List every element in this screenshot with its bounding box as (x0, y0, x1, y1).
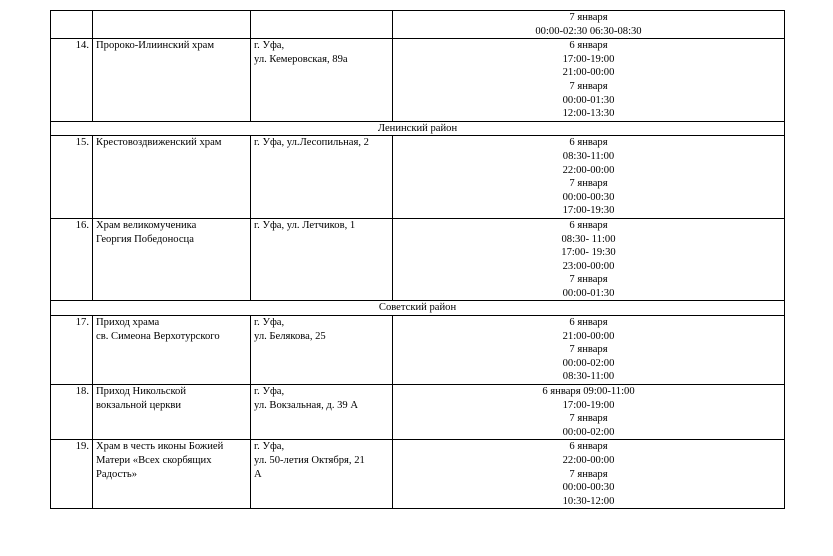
row-number: 17. (51, 316, 93, 385)
address-cell (251, 11, 393, 39)
address-cell (251, 385, 393, 440)
schedule-cell (393, 136, 785, 219)
address-line: г. Уфа, ул. Летчиков, 1 (254, 219, 356, 231)
schedule-cell (393, 218, 785, 301)
church-name-line: св. Симеона Верхотурского (96, 330, 220, 342)
schedule-cell (393, 385, 785, 440)
schedule-line: 6 января 09:00-11:00 (542, 386, 635, 398)
schedule-line: 23:00-00:00 (562, 260, 615, 272)
district-header-row (51, 301, 785, 316)
address-line: ул. Кемеровская, 89а (254, 53, 348, 65)
address-line: г. Уфа, (254, 441, 285, 453)
address-line: ул. Вокзальная, д. 39 А (254, 399, 359, 411)
row-number: 14. (51, 39, 93, 122)
church-name-line: Радость» (96, 468, 138, 480)
church-name-cell (93, 218, 251, 301)
schedule-cell (393, 39, 785, 122)
schedule-line: 12:00-13:30 (562, 108, 615, 120)
schedule-line: 7 января (569, 80, 608, 92)
schedule-line: 7 января (569, 12, 608, 23)
address-line: ул. Белякова, 25 (254, 330, 326, 342)
row-number: 19. (51, 440, 93, 509)
church-name-cell (93, 11, 251, 39)
church-name-cell (93, 316, 251, 385)
district-name: Ленинский район (51, 121, 785, 136)
schedule-line: 08:30- 11:00 (561, 233, 616, 245)
address-cell (251, 218, 393, 301)
schedule-line: 00:00-01:30 (562, 287, 615, 299)
schedule-line: 10:30-12:00 (562, 495, 615, 507)
address-cell (251, 136, 393, 219)
schedule-line: 22:00-00:00 (562, 455, 615, 466)
church-name-cell (93, 385, 251, 440)
schedule-line: 7 января (569, 178, 608, 190)
church-name-line: Храм в честь иконы Божией (96, 441, 224, 453)
schedule-line: 7 января (569, 468, 608, 480)
schedule-line: 21:00-00:00 (562, 67, 615, 79)
church-name-line: Приход Никольской (96, 386, 187, 398)
church-name-line: Пророко-Илиинский храм (96, 40, 215, 52)
schedule-cell (393, 11, 785, 39)
row-number: 16. (51, 218, 93, 301)
schedule-line: 21:00-00:00 (562, 330, 615, 342)
schedule-line: 00:00-00:30 (562, 482, 615, 494)
church-name-line: Крестовоздвиженский храм (96, 137, 222, 149)
schedule-line: 6 января (569, 317, 608, 329)
table-row (51, 440, 785, 509)
schedule-line: 17:00-19:30 (562, 205, 615, 217)
table-row (51, 218, 785, 301)
district-name: Советский район (51, 301, 785, 316)
schedule-line: 7 января (569, 413, 608, 425)
schedule-line: 00:00-02:30 06:30-08:30 (535, 25, 642, 37)
schedule-line: 00:00-01:30 (562, 94, 615, 106)
schedule-cell (393, 440, 785, 509)
schedule-line: 17:00- 19:30 (561, 247, 616, 259)
row-number: 18. (51, 385, 93, 440)
schedule-line: 08:30-11:00 (562, 150, 615, 162)
schedule-cell (393, 316, 785, 385)
church-name-line: Георгия Победоносца (96, 233, 194, 245)
schedule-table (50, 10, 785, 509)
church-name-cell (93, 440, 251, 509)
schedule-line: 7 января (569, 274, 608, 286)
church-name-line: вокзальной церкви (96, 399, 182, 411)
table-row (51, 11, 785, 39)
schedule-line: 6 января (569, 40, 608, 52)
address-line: А (254, 468, 262, 480)
table-row (51, 39, 785, 122)
address-line: ул. 50-летия Октября, 21 (254, 455, 365, 466)
row-number (51, 11, 93, 39)
table-row (51, 385, 785, 440)
schedule-line: 17:00-19:00 (562, 399, 615, 411)
address-cell (251, 316, 393, 385)
schedule-line: 00:00-00:30 (562, 191, 615, 203)
district-header-row (51, 121, 785, 136)
schedule-line: 17:00-19:00 (562, 53, 615, 65)
row-number: 15. (51, 136, 93, 219)
church-name-cell (93, 39, 251, 122)
address-line: г. Уфа, ул.Лесопильная, 2 (254, 137, 369, 149)
church-name-line: Приход храма (96, 317, 160, 329)
schedule-line: 6 января (569, 219, 608, 231)
address-line: г. Уфа, (254, 40, 285, 52)
schedule-line: 6 января (569, 441, 608, 453)
schedule-body (51, 11, 785, 509)
address-cell (251, 440, 393, 509)
address-line: г. Уфа, (254, 386, 285, 398)
schedule-line: 00:00-02:00 (562, 426, 615, 438)
schedule-line: 00:00-02:00 (562, 357, 615, 369)
schedule-line: 22:00-00:00 (562, 164, 615, 176)
church-name-line: Храм великомученика (96, 219, 197, 231)
address-cell (251, 39, 393, 122)
schedule-line: 7 января (569, 344, 608, 356)
table-row (51, 316, 785, 385)
church-name-line: Матери «Всех скорбящих (96, 455, 212, 466)
church-name-cell (93, 136, 251, 219)
address-line: г. Уфа, (254, 317, 285, 329)
schedule-line: 08:30-11:00 (562, 371, 615, 383)
schedule-line: 6 января (569, 137, 608, 149)
table-row (51, 136, 785, 219)
